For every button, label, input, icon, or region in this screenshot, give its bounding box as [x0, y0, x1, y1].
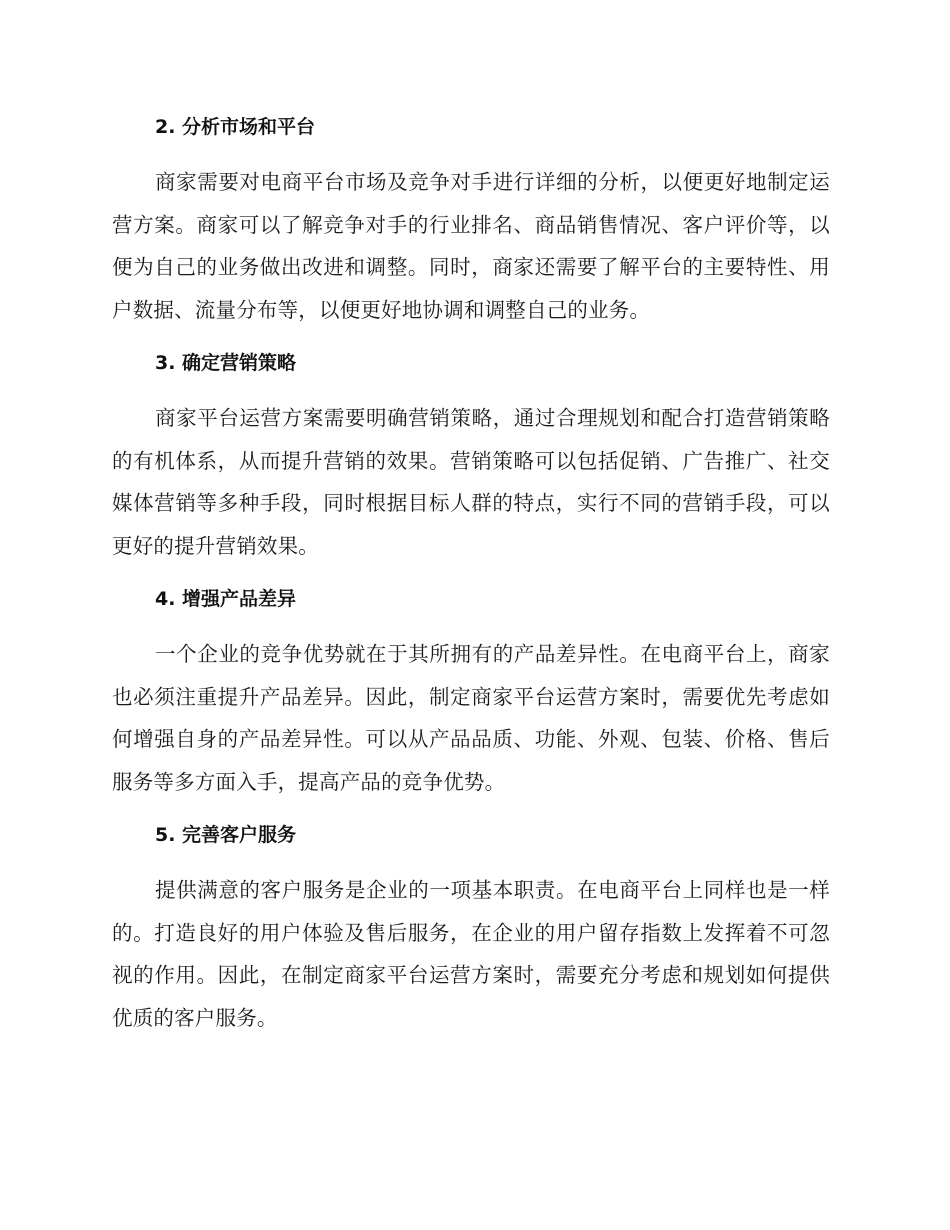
- section-paragraph: 一个企业的竞争优势就在于其所拥有的产品差异性。在电商平台上，商家也必须注重提升产品差异。因此，制定商家平台运营方案时，需要优先考虑如何增强自身的产品差异性。可以从产品品质、功能、外观、包装、价格、售后服务等多方面入手，提高产品的竞争优势。: [112, 642, 830, 794]
- section-paragraph: 商家平台运营方案需要明确营销策略，通过合理规划和配合打造营销策略的有机体系，从而提升营销的效果。营销策略可以包括促销、广告推广、社交媒体营销等多种手段，同时根据目标人群的特点，实行不同的营销手段，可以更好的提升营销效果。: [112, 406, 830, 558]
- section-marketing-strategy: [112, 342, 830, 567]
- section-product-differentiation: [112, 578, 830, 803]
- section-heading: 2. 分析市场和平台: [155, 116, 316, 138]
- section-paragraph: 商家需要对电商平台市场及竞争对手进行详细的分析，以便更好地制定运营方案。商家可以了解竞争对手的行业排名、商品销售情况、客户评价等，以便为自己的业务做出改进和调整。同时，商家还需要了解平台的主要特性、用户数据、流量分布等，以便更好地协调和调整自己的业务。: [112, 170, 830, 322]
- section-heading: 3. 确定营销策略: [155, 352, 297, 374]
- section-customer-service: [112, 814, 830, 1039]
- section-heading: 5. 完善客户服务: [155, 824, 297, 846]
- section-paragraph: 提供满意的客户服务是企业的一项基本职责。在电商平台上同样也是一样的。打造良好的用户体验及售后服务，在企业的用户留存指数上发挥着不可忽视的作用。因此，在制定商家平台运营方案时，需要充分考虑和规划如何提供优质的客户服务。: [112, 878, 830, 1030]
- section-heading: 4. 增强产品差异: [155, 588, 297, 610]
- document-content: [112, 106, 830, 1050]
- section-market-analysis: [112, 106, 830, 331]
